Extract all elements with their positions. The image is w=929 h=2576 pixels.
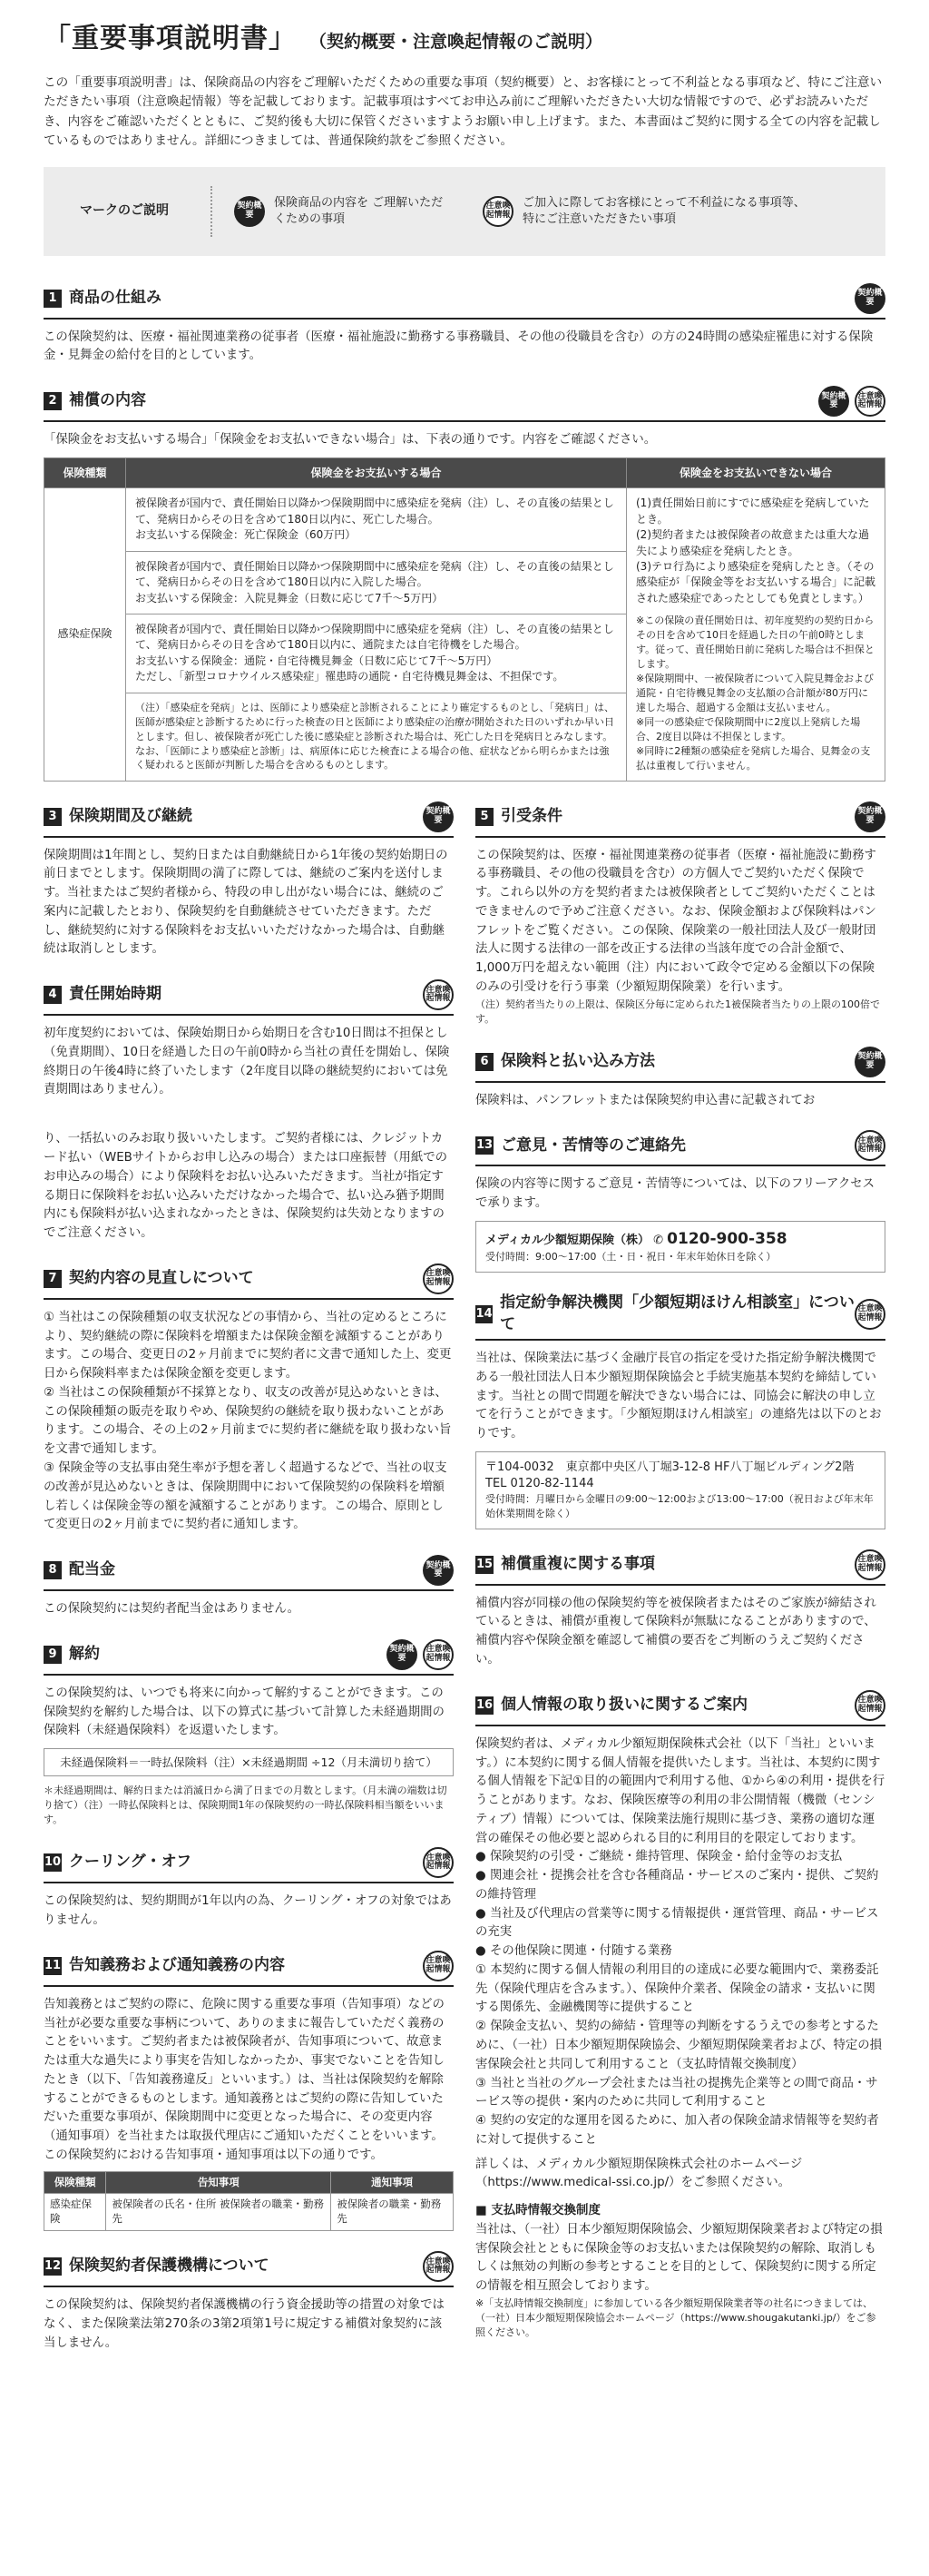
contract-badge-icon: 契約概要 bbox=[234, 196, 265, 227]
subsection-note: ※「支払時情報交換制度」に参加している各少額短期保険業者等の社名につきましては、（一社）日本少額短期保険協会ホームページ（https://www.shougakutanki.jp/）をご参照ください。 bbox=[475, 2296, 876, 2338]
section-8 bbox=[44, 1555, 454, 1619]
coverage-note: （注）「感染症を発病」とは、医師により感染症と診断されることにより確定するものとし、「発病日」は、医師が感染症と診断するために行った検査の日と医師により感染症の治療が開始された日のいずれか早い日とします。但し、被保険者が死亡した後に感染症と診断された場合は、死亡した日を発病日とみなします。なお、「医師により感染症と診断」は、病原体に応じた検査による場合の他、症状などから明らかまたは強く疑われると医師が判断した場合を含めるものとします。 bbox=[126, 693, 627, 781]
section-title: 保険契約者保護機構について bbox=[69, 2256, 269, 2276]
section-title: 配当金 bbox=[69, 1560, 115, 1579]
table-header: 保険種類 bbox=[44, 457, 126, 488]
caution-badge-icon: 注意喚起情報 bbox=[423, 979, 454, 1010]
section-title: 保険期間及び継続 bbox=[69, 806, 192, 825]
section-title: ご意見・苦情等のご連絡先 bbox=[501, 1136, 686, 1155]
caution-badge-icon: 注意喚起情報 bbox=[855, 1690, 885, 1721]
section-text: 保険契約者は、メディカル少額短期保険株式会社（以下「当社」といいます。）に本契約に関する個人情報を提供いたします。当社は、本契約に関する個人情報を下記①目的の範囲内で利用する他、①から④の利用・提供を行うことがあります。なお、保険医療等の利用の非公開情報（機微（センシティブ）情報）については、保険業法施行規則に基づき、業務の適切な運営の確保その他必要と認められる目的に利用目的を限定しております。 bbox=[475, 1736, 885, 1845]
section-text: 保険の内容等に関するご意見・苦情等については、以下のフリーアクセスで承ります。 bbox=[475, 1177, 875, 1211]
phone-number: TEL 0120-82-1144 bbox=[485, 1476, 594, 1490]
contract-badge-icon: 契約概要 bbox=[855, 283, 885, 314]
exclusions-cell bbox=[627, 488, 885, 781]
list-item: ② 当社はこの保険種類が不採算となり、収支の改善が見込めないときは、この保険種類の販売を取りやめ、保険契約の継続を取り扱わないことがあります。この場合、その上の2ヶ月前までに契約者に継続を取り扱わない旨を文書で通知します。 bbox=[44, 1385, 452, 1457]
table-cell: 被保険者の氏名・住所 被保険者の職業・勤務先 bbox=[106, 2194, 331, 2231]
section-text: この保険契約は、医療・福祉関連業務の従事者（医療・福祉施設に勤務する事務職員、その他の役職員を含む）の方の24時間の感染症罹患に対する保険金・見舞金の給付を目的としています。 bbox=[44, 329, 874, 363]
section-number: 5 bbox=[475, 808, 494, 826]
section-text: この保険契約は、保険契約者保護機構の行う資金援助等の措置の対象ではなく、また保険業法第270条の3第2項第1号に規定する補償対象契約に該当しません。 bbox=[44, 2298, 445, 2350]
caution-badge-icon: 注意喚起情報 bbox=[855, 1130, 885, 1161]
title-main: 「重要事項説明書」 bbox=[44, 23, 297, 54]
section-title: 商品の仕組み bbox=[69, 288, 161, 307]
contract-badge-icon: 契約概要 bbox=[818, 386, 849, 417]
section-title: 告知義務および通知義務の内容 bbox=[69, 1956, 285, 1974]
coverage-case: 被保険者が国内で、責任開始日以降かつ保険期間中に感染症を発病（注）し、その直後の結果として、発病日からその日を含めて180日以内に、通院または自宅待機をした場合。 お支払いする保険金：通院・自宅待機見舞金（日数に応じて7千〜5万円） ただし、「新型コロナウイルス感染症」罹患時の通院・自宅待機見舞金は、不担保です。 bbox=[126, 615, 627, 693]
coverage-table bbox=[44, 457, 885, 782]
mark-legend bbox=[44, 167, 885, 256]
section-text: この保険契約は、いつでも将来に向かって解約することができます。この保険契約を解約した場合は、以下の算式に基づいて計算した未経過期間の保険料（未経過保険料）を返還いたします。 bbox=[44, 1686, 445, 1738]
insurance-type-cell: 感染症保険 bbox=[44, 488, 126, 781]
section-15 bbox=[475, 1549, 885, 1670]
list-item: ● 保険契約の引受・ご継続・維持管理、保険金・給付金等のお支払 bbox=[475, 1850, 843, 1864]
section-14 bbox=[475, 1293, 885, 1529]
table-cell: 被保険者の職業・勤務先 bbox=[331, 2194, 454, 2231]
mark-contract bbox=[234, 195, 446, 227]
section-title: 指定紛争解決機関「少額短期ほけん相談室」について bbox=[500, 1293, 855, 1333]
section-3 bbox=[44, 801, 454, 960]
contact-box bbox=[475, 1221, 885, 1273]
mark-legend-label: マークのご説明 bbox=[80, 202, 169, 218]
section-number: 2 bbox=[44, 392, 62, 410]
section-number: 10 bbox=[44, 1853, 62, 1872]
exclusion-note: ※同時に2種類の感染症を発病した場合、見舞金の支払は重複して行いません。 bbox=[636, 744, 871, 772]
caution-badge-icon: 注意喚起情報 bbox=[423, 1951, 454, 1981]
section-number: 15 bbox=[475, 1556, 494, 1574]
section-title: 個人情報の取り扱いに関するご案内 bbox=[501, 1696, 748, 1715]
exclusion-item: (1)責任開始日前にすでに感染症を発病していたとき。 bbox=[636, 497, 870, 526]
caution-badge-icon: 注意喚起情報 bbox=[855, 1299, 885, 1330]
caution-badge-icon: 注意喚起情報 bbox=[855, 386, 885, 417]
list-item: ④ 契約の安定的な運用を図るために、加入者の保険金請求情報等を契約者に対して提供すること bbox=[475, 2114, 879, 2147]
company-name: メディカル少額短期保険（株） bbox=[485, 1233, 650, 1247]
section-number: 3 bbox=[44, 808, 62, 826]
divider bbox=[210, 186, 212, 237]
contract-badge-icon: 契約概要 bbox=[423, 1555, 454, 1586]
exclusion-note: ※同一の感染症で保険期間中に2度以上発病した場合、2度目以降は不担保とします。 bbox=[636, 715, 861, 742]
table-cell: 感染症保険 bbox=[44, 2194, 106, 2231]
table-header: 保険種類 bbox=[44, 2171, 106, 2194]
section-note: （注）契約者当たりの上限は、保険区分毎に定められた1被保険者当たりの上限の100倍です。 bbox=[475, 998, 880, 1025]
section-4 bbox=[44, 979, 454, 1100]
two-column-lower bbox=[44, 1130, 885, 2373]
section-11 bbox=[44, 1951, 454, 2231]
contract-badge-icon: 契約概要 bbox=[423, 801, 454, 832]
table-row bbox=[44, 2194, 454, 2231]
section-12 bbox=[44, 2251, 454, 2353]
contract-badge-icon: 契約概要 bbox=[855, 1047, 885, 1077]
section-1 bbox=[44, 283, 885, 367]
section-7 bbox=[44, 1263, 454, 1535]
section-title: 責任開始時期 bbox=[69, 985, 161, 1004]
list-item: ③ 保険金等の支払事由発生率が予想を著しく超過するなどで、当社の収支の改善が見込めないときは、保険期間中において保険契約の保険料を増額し若しくは保険金等の額を減額することがあります。この場合、原則として変更日の2ヶ月前までに契約者に通知します。 bbox=[44, 1461, 447, 1532]
coverage-case: 被保険者が国内で、責任開始日以降かつ保険期間中に感染症を発病（注）し、その直後の結果として、発病日からその日を含めて180日以内に入院した場合。 お支払いする保険金：入院見舞金（日数に応じて7千〜5万円） bbox=[126, 551, 627, 614]
table-header: 告知事項 bbox=[106, 2171, 331, 2194]
contact-hours: 受付時間：9:00〜17:00（土・日・祝日・年末年始休日を除く） bbox=[485, 1251, 777, 1263]
section-text: この保険契約は、医療・福祉関連業務の従事者（医療・福祉施設に勤務する事務職員、その他の役職員を含む）の方個人でご契約いただく保険です。これら以外の方を契約者または被保険者としてご契約いただくことはできませんので予めご注意ください。なお、保険金額および保険料はパンフレットをご覧ください。この保険、保険業の一般社団法人及び一般財団法人に関する法律の一部を改正する法律の当該年度での合計金額で、1,000万円を超えない範囲（注）内において政令で定める金額以下の保険のみの引受けを行う事業（少額短期保険業）を行います。 bbox=[475, 848, 876, 994]
section-number: 4 bbox=[44, 986, 62, 1004]
section-number: 1 bbox=[44, 290, 62, 308]
section-6-continued: り、一括払いのみお取り扱いいたします。ご契約者様には、クレジットカード払い（WEBサイトからお申し込みの場合）または口座振替（用紙でのお申込みの場合）により保険料をお払い込みいただきます。当社が指定する期日に保険料をお払い込みいただけなかった場合で、払い込み猶予期間内にも保険料が払い込まれなかったときは、保険契約は失効となりますのでご注意ください。 bbox=[44, 1132, 448, 1241]
section-title: 補償の内容 bbox=[69, 391, 146, 410]
mark-caution bbox=[483, 195, 813, 227]
contact-hours: 受付時間：月曜日から金曜日の9:00〜12:00および13:00〜17:00（祝日および年末年始休業期間を除く） bbox=[485, 1492, 874, 1519]
section-title: クーリング・オフ bbox=[69, 1853, 192, 1872]
section-number: 13 bbox=[475, 1136, 494, 1155]
exclusion-note: ※この保険の責任開始日は、初年度契約の契約日からその日を含めて10日を経過した日の午前0時とします。従って、責任開始日前に発病した場合は不担保とします。 bbox=[636, 615, 875, 671]
caution-badge-icon: 注意喚起情報 bbox=[855, 1549, 885, 1580]
phone-icon: ✆ bbox=[653, 1233, 664, 1247]
section-number: 8 bbox=[44, 1561, 62, 1579]
contract-badge-icon: 契約概要 bbox=[855, 801, 885, 832]
document-title bbox=[44, 20, 885, 57]
table-header: 保険金をお支払いする場合 bbox=[126, 457, 627, 488]
section-10 bbox=[44, 1847, 454, 1931]
section-text: 初年度契約においては、保険始期日から始期日を含む10日間は不担保とし（免責期間）、10日を経過した日の午前0時から当社の責任を開始し、保険終期日の午後4時に終了いたします（2年度目以降の継続契約においては免責期間はありません）。 bbox=[44, 1027, 450, 1097]
intro-text: この「重要事項説明書」は、保険商品の内容をご理解いただくための重要な事項（契約概要）と、お客様にとって不利益となる事項など、特にご注意いただきたい事項（注意喚起情報）等を記載しております。記載事項はすべてお申込み前にご理解いただきたい大切な情報ですので、必ずお読みいただき、内容をご確認いただくとともに、ご契約後も大切に保管くださいますようお願い申し上げます。また、本書面はご契約に関する全ての内容を記載しているものではありません。詳細につきましては、普通保険約款をご参照ください。 bbox=[44, 75, 883, 148]
mark-contract-desc: 保険商品の内容を ご理解いただくための事項 bbox=[274, 196, 444, 226]
list-item: ● 当社及び代理店の営業等に関する情報提供・運営管理、商品・サービスの充実 bbox=[475, 1906, 879, 1940]
section-text: 保険期間は1年間とし、契約日または自動継続日から1年後の契約始期日の前日までとします。保険期間の満了に際しては、継続のご案内を送付します。当社またはご契約者様から、特段の申し出がない場合には、継続のご案内に記載したとおり、保険契約を自動継続させていただきます。ただし、継続契約に対する保険料をお支払いいただけなかった場合は、自動継続は取消しとします。 bbox=[44, 848, 448, 957]
phone-number: 0120-900-358 bbox=[667, 1229, 787, 1248]
list-item: ● その他保険に関連・付随する業務 bbox=[475, 1944, 672, 1959]
address: 〒104-0032 東京都中央区八丁堀3-12-8 HF八丁堀ビルディング2階 bbox=[485, 1460, 855, 1474]
section-number: 11 bbox=[44, 1957, 62, 1975]
caution-badge-icon: 注意喚起情報 bbox=[483, 196, 513, 227]
contract-badge-icon: 契約概要 bbox=[386, 1639, 417, 1670]
section-title: 解約 bbox=[69, 1645, 100, 1664]
section-5 bbox=[475, 801, 885, 1027]
section-13 bbox=[475, 1130, 885, 1273]
caution-badge-icon: 注意喚起情報 bbox=[423, 1847, 454, 1878]
section-note: ＊未経過期間は、解約日または消滅日から満了日までの月数とします。（月未満の端数は切り捨て）（注）一時払保険料とは、保険期間1年の保険契約の一時払保険料相当額をいいます。 bbox=[44, 1785, 447, 1826]
section-title: 契約内容の見直しについて bbox=[69, 1269, 254, 1288]
section-lead: 「保険金をお支払いする場合」「保険金をお支払いできない場合」は、下表の通りです。内容をご確認ください。 bbox=[44, 433, 657, 447]
exclusion-note: ※保険期間中、一被保険者について入院見舞金および通院・自宅待機見舞金の支払額の合計額が80万円に達した場合、超過する金額は支払いません。 bbox=[636, 672, 874, 713]
subsection-text: 当社は、（一社）日本少額短期保険協会、少額短期保険業者および特定の損害保険会社とともに保険金等のお支払いまたは保険契約の解除、取消しもしくは無効の判断の参考とすることを目的として、保険契約に関する所定の情報を相互照会しております。 bbox=[475, 2222, 883, 2294]
section-title: 引受条件 bbox=[501, 806, 562, 825]
section-number: 6 bbox=[475, 1053, 494, 1071]
caution-badge-icon: 注意喚起情報 bbox=[423, 2251, 454, 2282]
caution-badge-icon: 注意喚起情報 bbox=[423, 1263, 454, 1294]
section-number: 7 bbox=[44, 1270, 62, 1288]
subsection-title: ■ 支払時情報交換制度 bbox=[475, 2204, 601, 2218]
section-2 bbox=[44, 386, 885, 781]
section-text: 告知義務とはご契約の際に、危険に関する重要な事項（告知事項）などの当社が必要な重要な事柄について、ありのままに報告していただく義務のことをいいます。ご契約者または被保険者が、告知事項について、故意または重大な過失により事実を告知しなかったか、事実でないことを告知したとき（以下、「告知義務違反」といいます。）は、当社は保険契約を解除することができるものとします。通知義務とはご契約の際に告知していただいた重要な事項が、保険期間中に変更となった場合に、その変更内容（通知事項）を当社または取扱代理店にご通知いただくことをいいます。この保険契約における告知事項・通知事項は以下の通りです。 bbox=[44, 1997, 445, 2162]
section-text: 保険料は、パンフレットまたは保険契約申込書に記載されてお bbox=[475, 1093, 816, 1107]
section-text: 当社は、保険業法に基づく金融庁長官の指定を受けた指定紛争解決機関である一般社団法人日本少額短期保険協会と手続実施基本契約を締結しています。当社との間で問題を解決できない場合には、同協会に解決の申し立てを行うことができます。「少額短期ほけん相談室」の連絡先は以下のとおりです。 bbox=[475, 1352, 882, 1441]
section-number: 14 bbox=[475, 1305, 493, 1323]
section-number: 12 bbox=[44, 2257, 62, 2276]
list-item: ③ 当社と当社のグループ会社または当社の提携先企業等との間で商品・サービス等の提供・案内のために共同して利用すること bbox=[475, 2076, 878, 2109]
section-text: この保険契約には契約者配当金はありません。 bbox=[44, 1602, 300, 1617]
list-item: ● 関連会社・提携会社を含む各種商品・サービスのご案内・提供、ご契約の維持管理 bbox=[475, 1869, 879, 1902]
section-number: 16 bbox=[475, 1696, 494, 1715]
section-title: 保険料と払い込み方法 bbox=[501, 1051, 655, 1070]
title-sub: （契約概要・注意喚起情報のご説明） bbox=[309, 32, 603, 52]
list-item: ① 本契約に関する個人情報の利用目的の達成に必要な範囲内で、業務委託先（保険代理店を含みます。）、保険仲介業者、保険金の請求・支払いに関する関係先、金融機関等に提供すること bbox=[475, 1962, 879, 2015]
table-header: 通知事項 bbox=[331, 2171, 454, 2194]
table-header: 保険金をお支払いできない場合 bbox=[627, 457, 885, 488]
more-info-text: 詳しくは、メディカル少額短期保険株式会社のホームページ（https://www.medical-ssi.co.jp/）をご参照ください。 bbox=[475, 2157, 803, 2190]
exclusion-item: (2)契約者または被保険者の故意または重大な過失により感染症を発病したとき。 bbox=[636, 528, 869, 557]
section-title: 補償重複に関する事項 bbox=[501, 1554, 655, 1573]
disclosure-table bbox=[44, 2171, 454, 2232]
contact-box bbox=[475, 1451, 885, 1529]
section-16 bbox=[475, 1690, 885, 2340]
section-number: 9 bbox=[44, 1646, 62, 1664]
refund-formula: 未経過保険料＝一時払保険料（注）×未経過期間 ÷12（月未満切り捨て） bbox=[44, 1748, 454, 1776]
list-item: ② 保険金支払い、契約の締結・管理等の判断をするうえでの参考とするために、（一社）日本少額短期保険協会、少額短期保険業者および、特定の損害保険会社と共同して利用すること（支払時情報交換制度） bbox=[475, 2020, 883, 2071]
two-column-upper bbox=[44, 801, 885, 1131]
coverage-case: 被保険者が国内で、責任開始日以降かつ保険期間中に感染症を発病（注）し、その直後の結果として、発病日からその日を含めて180日以内に、死亡した場合。 お支払いする保険金：死亡保険金（60万円） bbox=[126, 488, 627, 551]
section-6 bbox=[475, 1047, 885, 1111]
mark-caution-desc: ご加入に際してお客様にとって不利益になる事項等、特にご注意いただきたい事項 bbox=[523, 196, 806, 226]
exclusion-item: (3)テロ行為により感染症を発病したとき。（その感染症が「保険金等をお支払いする場合」に記載された感染症であったとしても免責とします。） bbox=[636, 560, 876, 605]
caution-badge-icon: 注意喚起情報 bbox=[423, 1639, 454, 1670]
section-text: 補償内容が同様の他の保険契約等を被保険者またはそのご家族が締結されているときは、補償が重複して保険料が無駄になることがありますので、補償内容や保険金額を確認して補償の要否をご判断のうえご契約ください。 bbox=[475, 1596, 876, 1667]
section-text: この保険契約は、契約期間が1年以内の為、クーリング・オフの対象ではありません。 bbox=[44, 1894, 452, 1927]
list-item: ① 当社はこの保険種類の収支状況などの事情から、当社の定めるところにより、契約継続の際に保険料を増額または保険金額を減額することがあります。この場合、変更日の2ヶ月前までに契約者に文書で通知した上、変更日から保険料率または保険金額を変更します。 bbox=[44, 1310, 452, 1381]
section-9 bbox=[44, 1639, 454, 1827]
